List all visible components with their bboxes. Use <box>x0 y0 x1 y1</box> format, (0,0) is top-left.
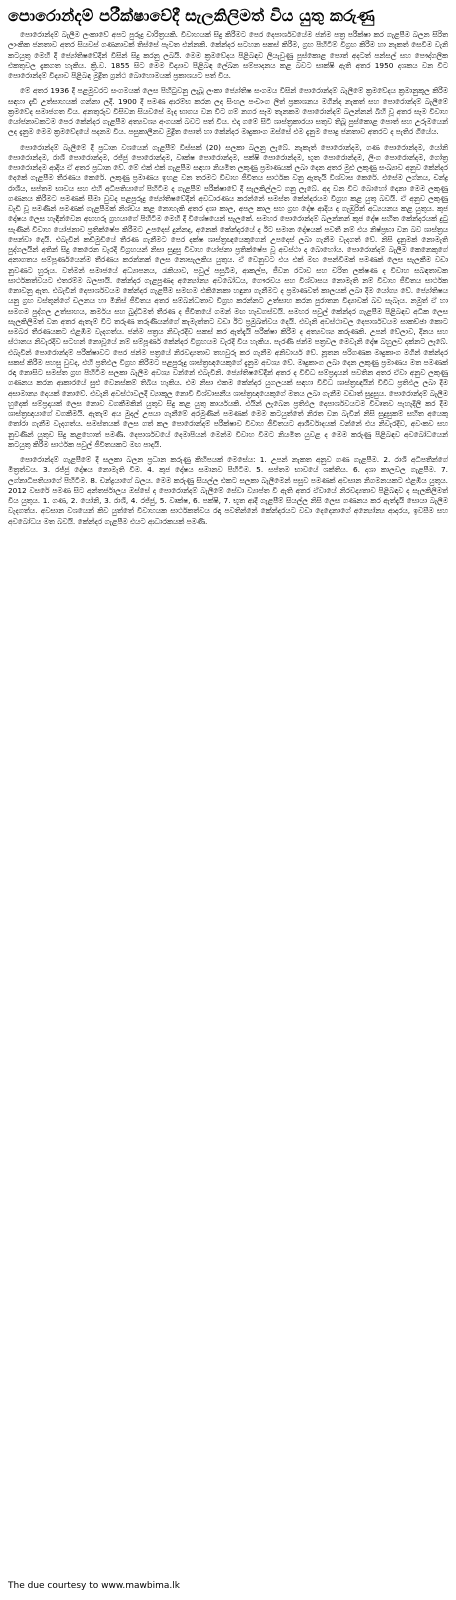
article-paragraph: මේ අතර 1936 දී පළමුවරට සංගමයක් ලෙස පිහිටුවනු ලැබූ ලංකා ජ්‍යෝතිෂ සංගමය විසින් පොරොන්දම් බැලීමේ ක්‍රමවේදය ක්‍රමානුකූල කිරීම සඳහා දැඩි උත්සාහයක් ගන්නා ලදී. 1900 දී පමණ ආරම්භ කරන ලද සිංහල පංචාංග ලිත් ප්‍රකාශනය මගින්ද නැකත් සහ පොරොන්දම් බැලීමේ ක්‍රමවේද සමාජගත විය. අනතුරුව විසිවන සියවසේ මැද භාගය වන විට ගම් නගර සෑම තැනකම පොරොන්දම් බලන්නන් බිහි වූ අතර සෑම විවාහ යෝජනාවකටම පෙර කේන්දර ගැළපීම අත්‍යවශ්‍ය අංගයක් බවට පත් විය. එදා ගමේ සිටි ශාස්ත්‍රකාරයා සතුව තිබූ පුස්කොළ පොත් සහ උරුමයෙන් ලද දැනුම මෙම ක්‍රමවේදයේ පදනම විය. පසුකාලීනව මුද්‍රිත පොත් හා කේන්දර මෘදුකාංග ඔස්සේ එම දැනුම පොදු ජනතාව අතරට ද පැතිර ගියේය. <box>8 86 448 137</box>
article-paragraph: පොරොන්දම් බැලීමේ දී ප්‍රධාන වශයෙන් ගැළපීම් විස්සක් (20) සලකා බලනු ලැබේ. නැකැත් පොරොන්දම, ගණ පොරොන්දම, යෝනි පොරොන්දම, රාශි පොරොන්දම, රජ්ජු පොරොන්දම, වෘක්ෂ පොරොන්දම, පක්ෂි පොරොන්දම, භූත පොරොන්දම, ලිංග පොරොන්දම, ගෝත්‍ර පොරොන්දම ආදිය ඒ අතර ප්‍රධාන වේ. මේ එක් එක් ගැළපීම සඳහා නියමිත ලකුණු ප්‍රමාණයක් ලබා දෙන අතර මුළු ලකුණු සංඛ්‍යාව අනුව කේන්දර දෙකේ ගැළපීම තීරණය කෙරේ. ලකුණු ප්‍රමාණය ඉහළ වන තරමට විවාහ ජීවිතය සාර්ථක වනු ඇතැයි විශ්වාස කෙරේ. එසේම ලග්නය, චන්ද්‍ර රාශිය, සප්තම භාවය සහ එහි අධිපතියාගේ පිහිටීම ද ගැළපීම් පරීක්ෂාවේ දී සැලකිල්ලට ගනු ලැබේ. අද වන විට බොහෝ දෙනා මෙම ලකුණු ගණනය කිරීමට පමණක් සීමා වුවද පළපුරුදු ජ්‍යෝතිෂවේදීන් අවධාරණය කරන්නේ සමස්ත කේන්දරයම විග්‍රහ කළ යුතු බවයි. ඒ අනුව ලකුණු වැඩි වූ පමණින් පමණක් ගැළපීමක් නිශ්චය කළ නොහැකි අතර දශා කාල, අපල කාල සහ ග්‍රහ දෝෂ ආදිය ද ගැඹුරින් අධ්‍යයනය කළ යුතුය. කුජ දෝෂය ලෙස හැඳින්වෙන අඟහරු ග්‍රහයාගේ පිහිටීම මෙහි දී විශේෂයෙන් සැලකේ. සමහර පොරොන්දම් බලන්නන් කුජ දෝෂ සහිත කේන්දරයක් දුටු සැණින් විවාහ යෝජනාව ප්‍රතික්ෂේප කිරීමට උපදෙස් දුන්නද, අනෙක් කේන්දරයේ ද ඊට සමාන දෝෂයක් පවතී නම් එය නිෂ්ප්‍රභා වන බව ශාස්ත්‍රය පෙන්වා දෙයි. එබැවින් කඩිමුඩියේ තීරණ ගැනීමට පෙර දක්ෂ ශාස්ත්‍රඥයෙකුගෙන් උපදෙස් ලබා ගැනීම වැදගත් වේ. නිසි දැනුමක් නොමැති පුද්ගලයින් අතින් සිදු කෙරෙන වැරදි විග්‍රහයන් නිසා සුදුසු විවාහ යෝජනා ප්‍රතික්ෂේප වූ අවස්ථා ද බොහෝය. පොරොන්දම් බැලීම කෙනෙකුගේ අනාගතය සම්පූර්ණයෙන්ම තීරණය කරන්නක් ලෙස නොසැලකිය යුතුය. ඒ වෙනුවට එය එක් මඟ පෙන්වීමක් පමණක් ලෙස සැලකීම වඩා නුවණට හුරුය. වත්මන් සමාජයේ අධ්‍යාපනය, රැකියාව, පවුල් පසුබිම, ආකල්ප, ජීවන රටාව සහ චරිත ලක්ෂණ ද විවාහ සබඳතාවක සාර්ථකත්වයට එතරම්ම බලපායි. කේන්දර ගැළපුණද අන්‍යෝන්‍ය අවබෝධය, ගෞරවය සහ විශ්වාසය නොමැති නම් විවාහ ජීවිතය සාර්ථක නොවනු ඇත. එබැවින් දෙපාර්ශවයම කේන්දර ගැළපීම සමඟම එකිනෙකා හඳුනා ගැනීමට ද ප්‍රමාණවත් කාලයක් ලබා දීම යෝග්‍ය වේ. ජ්‍යෝතිෂය යනු ග්‍රහ වස්තූන්ගේ චලනය හා මිනිස් ජීවිතය අතර සම්බන්ධතාව විග්‍රහ කරන්නට උත්සාහ කරන පුරාතන විද්‍යාවක් බව සැබෑය. නමුත් ඒ හා සමගම පුද්ගල උත්සාහය, කර්මය සහ බුද්ධිමත් තීරණ ද ජීවිතයේ ගමන් මඟ හැඩගස්වයි. සමහර පවුල් කේන්දර ගැළපීම පිළිබඳව අධික ලෙස සැලකිලිමත් වන අතර ඇතැම් විට තරුණ තරුණියන්ගේ කැමැත්තට වඩා ඊට ප්‍රමුඛත්වය දෙයි. එවැනි අවස්ථාවල දෙපාර්ශවයම සාකච්ඡා කොට සමබර තීරණයකට එළඹීම වැදගත්ය. ජන්ම පත්‍රය නිවැරදිව සකස් කර ඇත්දැයි පරීක්ෂා කිරීම ද අත්‍යවශ්‍ය කරුණකි. උපන් වේලාව, දිනය සහ ස්ථානය නිවැරදිව සටහන් නොවූයේ නම් සම්පූර්ණ කේන්දර විග්‍රහයම වැරදි විය හැකිය. පැරණි ජන්ම පත්‍රවල මෙවැනි දෝෂ බහුලව දක්නට ලැබේ. එබැවින් පොරොන්දම් පරීක්ෂාවට පෙර ජන්ම පත්‍රයේ නිරවද්‍යතාව තහවුරු කර ගැනීම අනිවාර්ය වේ. නූතන පරිගණක මෘදුකාංග මගින් කේන්දර සකස් කිරීම පහසු වුවද, එහි ප්‍රතිඵල විග්‍රහ කිරීමට පළපුරුදු ශාස්ත්‍රඥයෙකුගේ දැනුම අවශ්‍ය වේ. මෘදුකාංග ලබා දෙන ලකුණු ප්‍රමාණය මත පමණක් රඳා නොසිට සමස්ත ග්‍රහ පිහිටීම සලකා බැලීම අවශ්‍ය වන්නේ එබැවිනි. ජ්‍යෝතිෂවේදීන් අතර ද විවිධ සම්ප්‍රදායන් පවතින අතර ඒවා අනුව ලකුණු ගණනය කරන ආකාරයේ සුළු වෙනස්කම් තිබිය හැකිය. එම නිසා එකම කේන්දර යුගලයක් සඳහා විවිධ ශාස්ත්‍රඥයින් විවිධ ප්‍රතිඵල ලබා දීම අසාමාන්‍ය දෙයක් නොවේ. එවැනි අවස්ථාවලදී ව්‍යාකූල නොවී විශ්වාසනීය ශාස්ත්‍රඥයෙකුගේ මතය ලබා ගැනීම වඩාත් සුදුසුය. පොරොන්දම් බැලීම හුදෙක් සම්ප්‍රදායක් ලෙස නොව වගකීමකින් යුතුව සිදු කළ යුතු කාර්යයකි. එයින් ලැබෙන ප්‍රතිඵල දෙපාර්ශවයටම විවෘතව පැහැදිලි කර දීම ශාස්ත්‍රඥයාගේ වගකීමයි. ඇතැම් අය මුදල් උපයා ගැනීමේ අරමුණින් පමණක් මෙම කටයුත්තේ නිරත වන බැවින් නිසි සුදුසුකම් සහිත අයෙකු තෝරා ගැනීම වැදගත්ය. සමස්තයක් ලෙස ගත් කල පොරොන්දම් පරීක්ෂාව විවාහ ජීවිතයට ආශීර්වාදයක් වන්නේ එය නිවැරදිව, අවංකව සහ නුවණින් යුතුව සිදු කළහොත් පමණි. දෙපාර්ශවයේ දෙමාපියන් මෙන්ම විවාහ වීමට නියමිත යුවළ ද මෙම කරුණු පිළිබඳව අවබෝධයෙන් කටයුතු කිරීම සාර්ථක පවුල් ජීවිතයකට මඟ පාදයි. <box>8 142 448 449</box>
article-title: පොරොන්දම් පරීක්ෂාවේදී සැලකිලිමත් විය යුතු කරුණු <box>8 6 375 25</box>
source-credit: The due courtesy to www.mawbima.lk <box>8 1581 180 1591</box>
article-paragraph: පොරොන්දම් බැලීම ලංකාවේ අපට පුරුදු චාරිත්‍රයකි. විවාහයක් සිදු කිරීමට පෙර දෙපාර්ශවයේම ජන්ම පත්‍ර පරීක්ෂා කර ගැළපීම බලන සිරිත ලාංකික ජනතාව අතර සියවස් ගණනාවක් තිස්සේ පැවත එන්නකි. කේන්දර සටහන සකස් කිරීම, ග්‍රහ පිහිටීම් විග්‍රහ කිරීම හා නැකත් සෙවීම වැනි කටයුතු මෙහි දී ජ්‍යෝතිෂවේදීන් විසින් සිදු කරනු ලබයි. මෙම ක්‍රමවේදය පිළිබඳව ලියැවුණු පුස්කොළ පොත් අදටත් පන්සල් සහ පෞද්ගලික එකතුවල දැකගත හැකිය. ක්‍රි.ව. 1855 සිට මෙම විද්‍යාව පිළිබඳ ලේඛන සම්පාදනය කළ බවට සාක්ෂි ඇති අතර 1950 දශකය වන විට පොරොන්දම් විද්‍යාව පිළිබඳ මුද්‍රිත ග්‍රන්ථ බොහොමයක් ප්‍රකාශයට පත් විය. <box>8 30 448 80</box>
article-paragraph: පොරොන්දම් ගැළපීමේ දී සලකා බලන ප්‍රධාන කරුණු කිහිපයක් මෙසේය: 1. උපන් නැකත අනුව ගණ ගැළපීම. 2. රාශි අධිපතීන්ගේ මිත්‍රත්වය. 3. රජ්ජු දෝෂය නොමැති වීම. 4. කුජ දෝෂය සමානව පිහිටීම. 5. සප්තම භාවයේ ශක්තිය. 6. දශා කාලවල ගැළපීම. 7. ලග්නාධිපතියාගේ පිහිටීම. 8. චන්ද්‍රයාගේ බලය. මෙම කරුණු සියල්ල එකට සලකා බැලීමෙන් පසුව පමණක් අවසාන නිගමනයකට එළඹිය යුතුය. 2012 වසරේ පමණ සිට අන්තර්ජාලය ඔස්සේ ද පොරොන්දම් බැලීමේ සේවා ව්‍යාප්ත වී ඇති අතර ඒවායේ නිරවද්‍යතාව පිළිබඳව ද සැලකිලිමත් විය යුතුය. 1. ගණ, 2. යෝනි, 3. රාශි, 4. රජ්ජු, 5. වෘක්ෂ, 6. පක්ෂි, 7. භූත ආදී ගැළපීම් සියල්ල නිසි ලෙස ගණනය කර ඇත්දැයි සොයා බැලීම වැදගත්ය. අවසාන වශයෙන් කිව යුත්තේ විවාහයක සාර්ථකත්වය රඳා පවතින්නේ කේන්දරයට වඩා දෙදෙනාගේ අන්‍යෝන්‍ය ආදරය, ඉවසීම සහ අවබෝධය මත බවයි. කේන්දර ගැළපීම එයට ආධාරකයක් පමණි. <box>8 455 448 526</box>
article-body <box>8 30 448 1575</box>
